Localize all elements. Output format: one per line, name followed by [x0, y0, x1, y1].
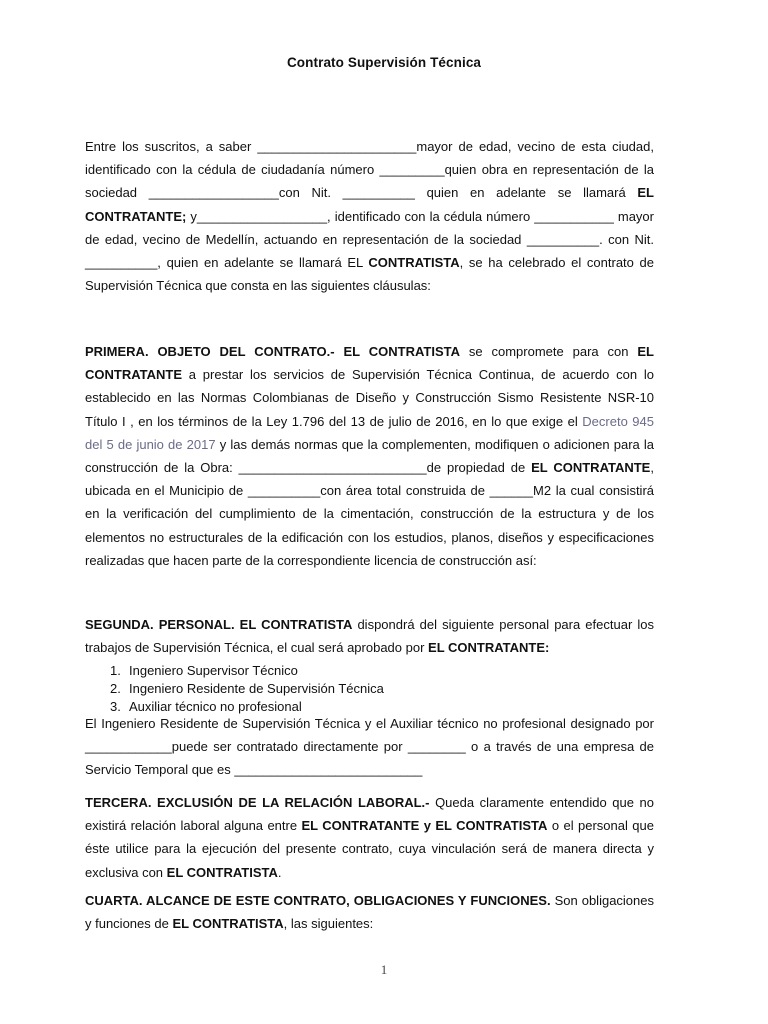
intro-paragraph: [85, 135, 654, 297]
clause-cuarta: [85, 889, 654, 935]
personal-list: [110, 662, 384, 716]
tercera-bold-contratista: EL CONTRATISTA: [166, 864, 278, 880]
list-item: 2. Ingeniero Residente de Supervisión Técnica: [110, 681, 384, 696]
primera-bold-contratante-2: EL CONTRATANTE: [531, 460, 651, 476]
tercera-heading: TERCERA. EXCLUSIÓN DE LA RELACIÓN LABORAL.-: [85, 795, 430, 810]
document-title: Contrato Supervisión Técnica: [286, 55, 482, 70]
clause-segunda: [85, 613, 654, 659]
page-number: 1: [380, 962, 388, 977]
clause-primera: [85, 340, 654, 572]
cuarta-bold-contratista: EL CONTRATISTA: [172, 916, 284, 932]
tercera-text-2: o el personal que éste utilice para la ejecución del presente contrato, cuya vinculación será de manera directa y exclusiva con: [85, 818, 654, 880]
primera-text-1: se compromete para con: [459, 344, 638, 359]
cuarta-text-1: Son obligaciones y funciones de: [85, 893, 654, 932]
segunda-bold-contratante: EL CONTRATANTE:: [428, 640, 550, 656]
primera-bold-contratante: EL CONTRATANTE: [85, 344, 654, 383]
primera-heading: PRIMERA. OBJETO DEL CONTRATO.- EL CONTRATISTA: [85, 344, 460, 359]
cuarta-text-2: , las siguientes:: [283, 916, 374, 932]
tercera-text-1: Queda claramente entendido que no existirá relación laboral alguna entre: [85, 795, 654, 834]
list-item: 3. Auxiliar técnico no profesional: [110, 699, 302, 714]
intro-text-3: , se ha celebrado el contrato de Supervisión Técnica que consta en las siguientes cláusulas:: [85, 255, 654, 294]
intro-text-2: y__________________, identificado con la cédula número ___________ mayor de edad, vecino de Medellín, actuando en representación de la sociedad __________. con Nit. __________, quien en adelante se llamará EL: [85, 208, 654, 271]
tercera-bold-parties: EL CONTRATANTE y EL CONTRATISTA: [301, 818, 548, 834]
segunda-after-list: El Ingeniero Residente de Supervisión Técnica y el Auxiliar técnico no profesional designado por ____________puede ser contratado directamente por ________ o a través de una empresa de Servicio Temporal que es __________________________: [85, 716, 654, 778]
decreto-link[interactable]: Decreto 945 del 5 de junio de 2017: [85, 413, 654, 452]
cuarta-heading: CUARTA. ALCANCE DE ESTE CONTRATO, OBLIGACIONES Y FUNCIONES.: [85, 893, 551, 908]
primera-text-3: y las demás normas que la complementen, modifiquen o adicionen para la construcción de la Obra: __________________________de propiedad de: [85, 436, 655, 476]
intro-bold-contratante: EL CONTRATANTE;: [85, 185, 654, 224]
intro-bold-contratista: CONTRATISTA: [368, 255, 460, 271]
primera-text-4: , ubicada en el Municipio de __________con área total construida de ______M2 la cual consistirá en la verificación del cumplimiento de la cimentación, construcción de la estructura y de los elementos no estructurales de la edificación con los estudios, planos, diseños y especificaciones realizadas que hacen parte de la correspondiente licencia de construcción así:: [85, 460, 654, 568]
primera-text-2: a prestar los servicios de Supervisión Técnica Continua, de acuerdo con lo establecido en las Normas Colombianas de Diseño y Construcción Sismo Resistente NSR-10 Título I , en los términos de la Ley 1.796 del 13 de julio de 2016, en lo que exige el: [85, 367, 654, 429]
segunda-heading: SEGUNDA. PERSONAL. EL CONTRATISTA: [85, 617, 353, 632]
list-item: 1. Ingeniero Supervisor Técnico: [110, 663, 298, 678]
clause-tercera: [85, 791, 654, 884]
segunda-text-1: dispondrá del siguiente personal para efectuar los trabajos de Supervisión Técnica, el cual será aprobado por: [85, 617, 654, 656]
intro-text-1: Entre los suscritos, a saber ______________________mayor de edad, vecino de esta ciudad, identificado con la cédula de ciudadanía número _________quien obra en representación de la sociedad __________________con Nit. __________ quien en adelante se llamará: [85, 139, 654, 201]
tercera-text-3: .: [277, 864, 282, 880]
